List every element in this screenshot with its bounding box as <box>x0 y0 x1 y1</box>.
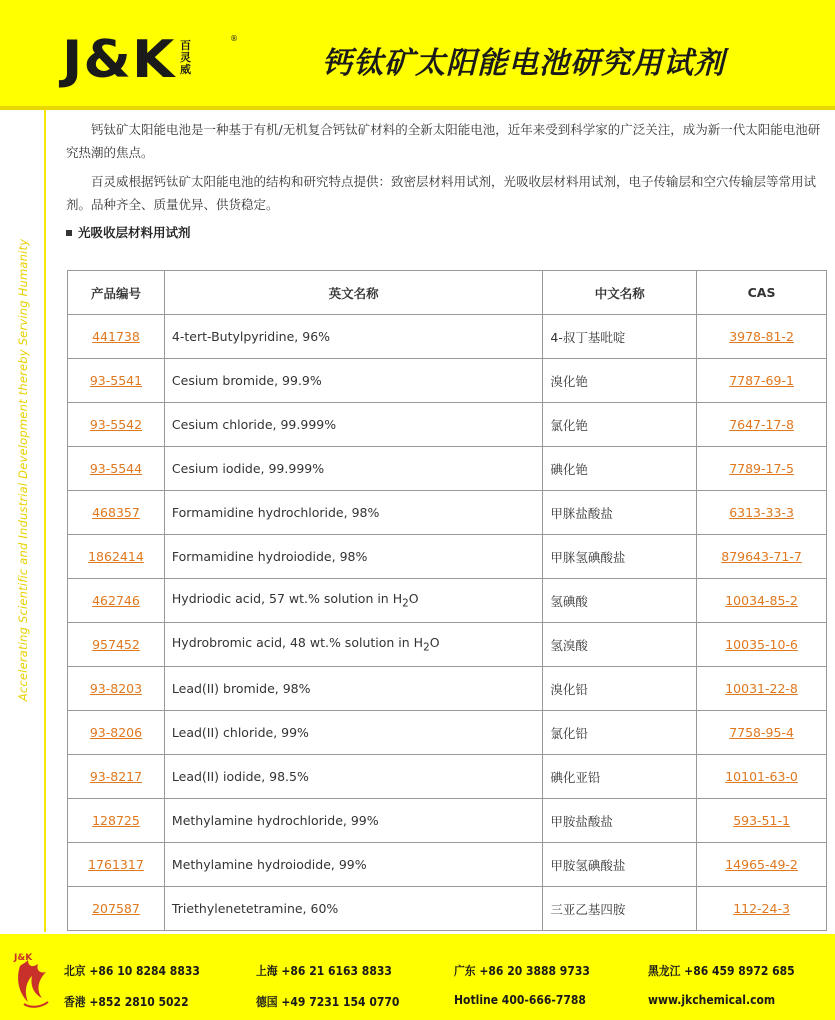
product-number-cell <box>68 447 165 491</box>
english-name-cell <box>164 711 543 755</box>
cas-cell <box>697 843 827 887</box>
english-name: Cesium bromide, 99.9% <box>171 373 322 388</box>
chinese-name-cell: 甲胺氢碘酸盐 <box>543 843 697 887</box>
product-number-link[interactable]: 128725 <box>92 813 140 828</box>
english-name-cell <box>164 667 543 711</box>
english-name-cell <box>164 623 543 667</box>
table-row <box>68 623 827 667</box>
english-name-cell <box>164 843 543 887</box>
contact-shanghai: 上海 +86 21 6163 8833 <box>256 964 392 978</box>
product-number-link[interactable]: 93-8217 <box>89 769 143 784</box>
cas-cell <box>697 579 827 623</box>
cas-number-link[interactable]: 14965-49-2 <box>725 857 798 872</box>
logo-cn-char: 百 <box>180 39 191 52</box>
table-row <box>68 755 827 799</box>
page-title: 钙钛矿太阳能电池研究用试剂 <box>322 46 725 81</box>
product-number-link[interactable]: 1761317 <box>88 857 144 872</box>
chinese-name-cell: 氢碘酸 <box>543 579 697 623</box>
chinese-name-cell: 氯化铯 <box>543 403 697 447</box>
product-number-link[interactable]: 93-5544 <box>89 461 143 476</box>
cas-cell <box>697 887 827 931</box>
product-number-link[interactable]: 441738 <box>92 329 140 344</box>
product-number-cell <box>68 711 165 755</box>
english-name-cell <box>164 447 543 491</box>
cas-number-link[interactable]: 593-51-1 <box>733 813 790 828</box>
website-link[interactable]: www.jkchemical.com <box>648 993 776 1007</box>
chinese-name-cell: 氯化铅 <box>543 711 697 755</box>
formula-subscript: 2 <box>423 641 430 654</box>
formula-subscript: 2 <box>402 597 409 610</box>
cas-cell <box>697 535 827 579</box>
cas-number-link[interactable]: 7789-17-5 <box>729 461 794 476</box>
english-name: 4-tert-Butylpyridine, 96% <box>171 329 331 344</box>
product-number-link[interactable]: 207587 <box>92 901 140 916</box>
cas-cell <box>697 315 827 359</box>
english-name: Lead(II) chloride, 99% <box>171 725 309 740</box>
product-number-cell <box>68 403 165 447</box>
product-number-link[interactable]: 468357 <box>92 505 140 520</box>
product-number-cell <box>68 579 165 623</box>
english-name: Lead(II) bromide, 98% <box>171 681 311 696</box>
side-slogan: Accelerating Scientific and Industrial Development thereby Serving Humanity <box>16 238 30 702</box>
product-number-link[interactable]: 93-5541 <box>89 373 143 388</box>
table-row <box>68 667 827 711</box>
english-name: Formamidine hydroiodide, 98% <box>171 549 368 564</box>
cas-cell <box>697 403 827 447</box>
product-number-cell <box>68 887 165 931</box>
cas-cell <box>697 447 827 491</box>
product-number-cell <box>68 535 165 579</box>
table-row <box>68 535 827 579</box>
chinese-name-cell: 甲脒盐酸盐 <box>543 491 697 535</box>
table-row <box>68 447 827 491</box>
english-name-cell <box>164 535 543 579</box>
chinese-name-cell: 甲脒氢碘酸盐 <box>543 535 697 579</box>
cas-number-link[interactable]: 10035-10-6 <box>725 637 798 652</box>
side-strip <box>0 110 46 932</box>
cas-cell <box>697 491 827 535</box>
header-english-name: 英文名称 <box>164 271 543 315</box>
jk-dragon-logo-icon <box>10 948 54 1010</box>
contact-beijing: 北京 +86 10 8284 8833 <box>64 964 200 978</box>
formula-suffix: O <box>408 591 419 607</box>
cas-number-link[interactable]: 7647-17-8 <box>729 417 794 432</box>
english-name: Formamidine hydrochloride, 98% <box>171 505 380 520</box>
english-name: Methylamine hydroiodide, 99% <box>171 857 367 872</box>
formula-suffix: O <box>429 635 440 651</box>
intro-paragraph: 百灵威根据钙钛矿太阳能电池的结构和研究特点提供：致密层材料用试剂，光吸收层材料用试剂，电子传输层和空穴传输层等常用试剂。品种齐全、质量优异、供货稳定。 <box>66 174 817 212</box>
contact-grid <box>64 962 824 1020</box>
product-number-cell <box>68 623 165 667</box>
logo-text: J&K <box>62 30 176 90</box>
english-name-cell <box>164 491 543 535</box>
chinese-name-cell: 4-叔丁基吡啶 <box>543 315 697 359</box>
intro-section <box>66 118 828 243</box>
english-name-cell <box>164 579 543 623</box>
table-row <box>68 359 827 403</box>
contact-hongkong: 香港 +852 2810 5022 <box>64 995 189 1009</box>
cas-number-link[interactable]: 10101-63-0 <box>725 769 798 784</box>
contact-hotline: Hotline 400-666-7788 <box>454 993 586 1007</box>
jk-logo <box>62 30 238 90</box>
page-header <box>0 0 835 110</box>
contact-heilongjiang: 黑龙江 +86 459 8972 685 <box>648 964 795 978</box>
header-cas: CAS <box>697 271 827 315</box>
logo-cn-name <box>180 40 191 76</box>
product-number-cell <box>68 359 165 403</box>
cas-number-link[interactable]: 3978-81-2 <box>729 329 794 344</box>
product-number-link[interactable]: 93-8203 <box>89 681 143 696</box>
cas-cell <box>697 755 827 799</box>
chinese-name-cell: 碘化亚铅 <box>543 755 697 799</box>
english-name: Lead(II) iodide, 98.5% <box>171 769 309 784</box>
product-number-link[interactable]: 462746 <box>92 593 140 608</box>
table-header-row <box>68 271 827 315</box>
cas-number-link[interactable]: 10031-22-8 <box>725 681 798 696</box>
product-number-cell <box>68 755 165 799</box>
table-row <box>68 403 827 447</box>
english-name-cell <box>164 887 543 931</box>
contact-row <box>64 962 824 993</box>
english-name: Cesium chloride, 99.999% <box>171 417 337 432</box>
english-name-cell <box>164 315 543 359</box>
header-product-number: 产品编号 <box>68 271 165 315</box>
header-rule <box>0 106 835 110</box>
section-title-text: 光吸收层材料用试剂 <box>78 225 191 240</box>
chinese-name-cell: 溴化铅 <box>543 667 697 711</box>
product-table <box>67 270 827 931</box>
table-row <box>68 887 827 931</box>
section-title <box>66 223 828 243</box>
intro-paragraph: 钙钛矿太阳能电池是一种基于有机/无机复合钙钛矿材料的全新太阳能电池，近年来受到科学家的广泛关注，成为新一代太阳能电池研究热潮的焦点。 <box>66 122 821 160</box>
cas-number-link[interactable]: 879643-71-7 <box>721 549 802 564</box>
logo-cn-char: 威 <box>180 63 191 76</box>
table-row <box>68 491 827 535</box>
chinese-name-cell: 三亚乙基四胺 <box>543 887 697 931</box>
product-number-cell <box>68 491 165 535</box>
cas-cell <box>697 667 827 711</box>
cas-number-link[interactable]: 10034-85-2 <box>725 593 798 608</box>
product-number-cell <box>68 843 165 887</box>
table-row <box>68 799 827 843</box>
english-name: Hydrobromic acid, 48 wt.% solution in H <box>171 635 424 651</box>
product-number-cell <box>68 315 165 359</box>
chinese-name-cell: 碘化铯 <box>543 447 697 491</box>
english-name: Methylamine hydrochloride, 99% <box>171 813 379 828</box>
product-number-cell <box>68 799 165 843</box>
product-number-cell <box>68 667 165 711</box>
english-name-cell <box>164 799 543 843</box>
footer-logo-text: J&K <box>14 953 33 963</box>
english-name: Triethylenetetramine, 60% <box>171 901 339 916</box>
contact-germany: 德国 +49 7231 154 0770 <box>256 995 400 1009</box>
english-name-cell <box>164 359 543 403</box>
chinese-name-cell: 溴化铯 <box>543 359 697 403</box>
cas-number-link[interactable]: 7787-69-1 <box>729 373 794 388</box>
logo-cn-char: 灵 <box>180 51 191 64</box>
table-row <box>68 711 827 755</box>
registered-mark: ® <box>230 34 238 43</box>
cas-number-link[interactable]: 7758-95-4 <box>729 725 794 740</box>
cas-cell <box>697 623 827 667</box>
table-row <box>68 843 827 887</box>
page-footer <box>0 934 835 1020</box>
table-row <box>68 315 827 359</box>
product-number-link[interactable]: 957452 <box>92 637 140 652</box>
cas-cell <box>697 359 827 403</box>
contact-row <box>64 993 824 1020</box>
product-number-link[interactable]: 93-8206 <box>89 725 143 740</box>
chinese-name-cell: 氢溴酸 <box>543 623 697 667</box>
cas-number-link[interactable]: 112-24-3 <box>733 901 790 916</box>
square-bullet-icon <box>66 230 72 236</box>
cas-number-link[interactable]: 6313-33-3 <box>729 505 794 520</box>
contact-guangdong: 广东 +86 20 3888 9733 <box>454 964 590 978</box>
english-name: Hydriodic acid, 57 wt.% solution in H <box>171 591 403 607</box>
cas-cell <box>697 799 827 843</box>
header-chinese-name: 中文名称 <box>543 271 697 315</box>
english-name-cell <box>164 403 543 447</box>
english-name-cell <box>164 755 543 799</box>
english-name: Cesium iodide, 99.999% <box>171 461 325 476</box>
product-number-link[interactable]: 1862414 <box>88 549 144 564</box>
table-row <box>68 579 827 623</box>
product-number-link[interactable]: 93-5542 <box>89 417 143 432</box>
cas-cell <box>697 711 827 755</box>
chinese-name-cell: 甲胺盐酸盐 <box>543 799 697 843</box>
